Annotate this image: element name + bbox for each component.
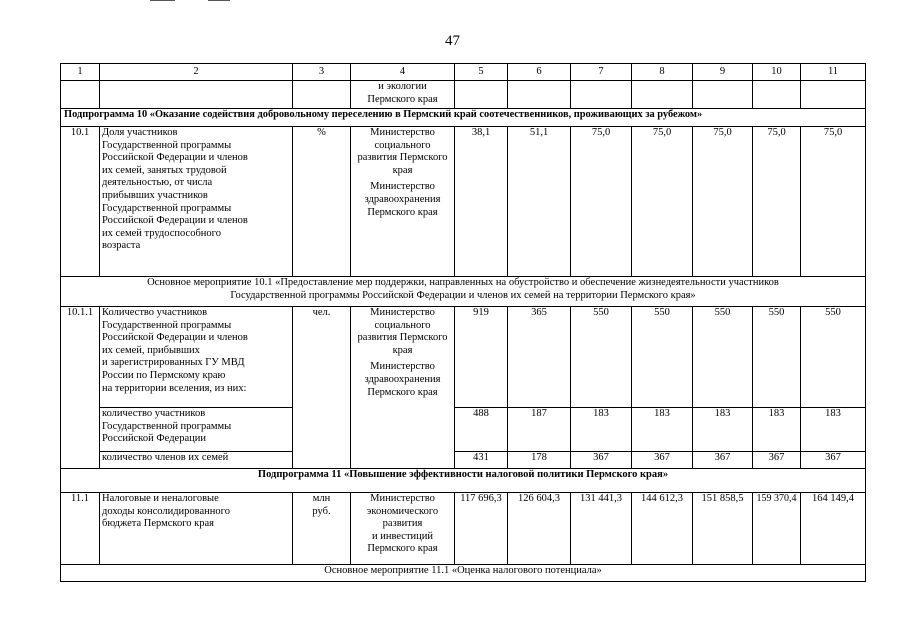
measure-11-1-text: Основное мероприятие 11.1 «Оценка налогового потенциала» bbox=[61, 565, 866, 582]
family-v10: 367 bbox=[753, 452, 801, 469]
row-10-1-1-v11: 550 bbox=[801, 307, 866, 408]
header-cell-5: 5 bbox=[455, 64, 508, 81]
cont-name bbox=[100, 81, 293, 109]
participants-v7: 183 bbox=[571, 408, 632, 452]
header-cell-4: 4 bbox=[351, 64, 455, 81]
row-11-1-responsible: Министерство экономического развития и инвестиций Пермского края bbox=[351, 493, 455, 565]
header-cell-8: 8 bbox=[632, 64, 693, 81]
row-10-1-v8: 75,0 bbox=[632, 127, 693, 277]
family-v9: 367 bbox=[693, 452, 753, 469]
measure-11-1-row bbox=[61, 565, 866, 582]
cont-unit bbox=[293, 81, 351, 109]
family-v8: 367 bbox=[632, 452, 693, 469]
participants-name: количество участников Государственной программы Российской Федерации bbox=[100, 408, 293, 452]
row-10-1-v10: 75,0 bbox=[753, 127, 801, 277]
header-cell-6: 6 bbox=[508, 64, 571, 81]
row-10-1-1-v8: 550 bbox=[632, 307, 693, 408]
row-10-1-1-num: 10.1.1 bbox=[61, 307, 100, 469]
participants-v11: 183 bbox=[801, 408, 866, 452]
cont-responsible bbox=[351, 81, 455, 109]
family-v7: 367 bbox=[571, 452, 632, 469]
row-10-1-1-v6: 365 bbox=[508, 307, 571, 408]
family-v6: 178 bbox=[508, 452, 571, 469]
row-11-1-v6: 126 604,3 bbox=[508, 493, 571, 565]
page-number: 47 bbox=[445, 33, 460, 49]
indicators-table bbox=[60, 63, 866, 582]
row-10-1-1 bbox=[61, 307, 866, 408]
row-10-1-responsible bbox=[351, 127, 455, 277]
row-11-1-v8: 144 612,3 bbox=[632, 493, 693, 565]
cont-v11 bbox=[801, 81, 866, 109]
measure-10-1-text: Основное мероприятие 10.1 «Предоставление мер поддержки, направленных на обустройство и обеспечение жизнедеятельности участников Государственной программы Российской Федерации и членов их семей на территории Пермского края» bbox=[61, 277, 866, 307]
row-10-1-1-v5: 919 bbox=[455, 307, 508, 408]
row-10-1-1-responsible-social: Министерство социального развития Пермского края bbox=[357, 307, 448, 356]
participants-v9: 183 bbox=[693, 408, 753, 452]
row-10-1-v6: 51,1 bbox=[508, 127, 571, 277]
row-10-1 bbox=[61, 127, 866, 277]
header-cell-1: 1 bbox=[61, 64, 100, 81]
participants-v10: 183 bbox=[753, 408, 801, 452]
row-11-1-unit: млн руб. bbox=[293, 493, 351, 565]
row-11-1-name: Налоговые и неналоговые доходы консолидированного бюджета Пермского края bbox=[100, 493, 293, 565]
header-row bbox=[61, 64, 866, 81]
cont-responsible-text: и экологии Пермского края bbox=[367, 81, 438, 105]
cont-v5 bbox=[455, 81, 508, 109]
row-10-1-1-v10: 550 bbox=[753, 307, 801, 408]
header-cell-9: 9 bbox=[693, 64, 753, 81]
row-10-1-v11: 75,0 bbox=[801, 127, 866, 277]
row-11-1-v11: 164 149,4 bbox=[801, 493, 866, 565]
participants-v6: 187 bbox=[508, 408, 571, 452]
row-10-1-1-responsible-health: Министерство здравоохранения Пермского края bbox=[364, 361, 441, 398]
row-10-1-v7: 75,0 bbox=[571, 127, 632, 277]
row-10-1-1-participants bbox=[61, 408, 866, 452]
participants-v8: 183 bbox=[632, 408, 693, 452]
row-11-1-v5: 117 696,3 bbox=[455, 493, 508, 565]
row-10-1-responsible-health: Министерство здравоохранения Пермского края bbox=[364, 181, 441, 218]
subprogram-11-row bbox=[61, 469, 866, 493]
family-v5: 431 bbox=[455, 452, 508, 469]
row-10-1-name: Доля участников Государственной программы Российской Федерации и членов их семей, занятых трудовой деятельностью, от числа прибывших участников Государственной программы Российской Федерации и членов их семей трудоспособного возраста bbox=[100, 127, 293, 277]
subprogram-11-title: Подпрограмма 11 «Повышение эффективности налоговой политики Пермского края» bbox=[61, 469, 866, 493]
cont-v6 bbox=[508, 81, 571, 109]
row-10-1-1-unit: чел. bbox=[293, 307, 351, 469]
cont-num bbox=[61, 81, 100, 109]
scan-top-line-right bbox=[208, 0, 230, 1]
row-11-1-num: 11.1 bbox=[61, 493, 100, 565]
row-10-1-1-name: Количество участников Государственной программы Российской Федерации и членов их семей, прибывших и зарегистрированных ГУ МВД России по Пермскому краю на территории вселения, из них: bbox=[100, 307, 293, 408]
row-10-1-unit: % bbox=[293, 127, 351, 277]
family-name: количество членов их семей bbox=[100, 452, 293, 469]
header-cell-3: 3 bbox=[293, 64, 351, 81]
row-10-1-1-family bbox=[61, 452, 866, 469]
family-v11: 367 bbox=[801, 452, 866, 469]
header-cell-11: 11 bbox=[801, 64, 866, 81]
row-10-1-responsible-social: Министерство социального развития Пермского края bbox=[357, 127, 448, 176]
row-11-1-v10: 159 370,4 bbox=[753, 493, 801, 565]
participants-v5: 488 bbox=[455, 408, 508, 452]
cont-v8 bbox=[632, 81, 693, 109]
measure-10-1-row bbox=[61, 277, 866, 307]
row-10-1-v9: 75,0 bbox=[693, 127, 753, 277]
header-cell-7: 7 bbox=[571, 64, 632, 81]
row-11-1 bbox=[61, 493, 866, 565]
header-cell-10: 10 bbox=[753, 64, 801, 81]
row-11-1-v9: 151 858,5 bbox=[693, 493, 753, 565]
continuation-row bbox=[61, 81, 866, 109]
cont-v9 bbox=[693, 81, 753, 109]
row-10-1-1-responsible bbox=[351, 307, 455, 469]
row-11-1-v7: 131 441,3 bbox=[571, 493, 632, 565]
row-10-1-1-v9: 550 bbox=[693, 307, 753, 408]
row-10-1-1-v7: 550 bbox=[571, 307, 632, 408]
scan-top-line-left bbox=[150, 0, 175, 1]
header-cell-2: 2 bbox=[100, 64, 293, 81]
subprogram-10-title: Подпрограмма 10 «Оказание содействия добровольному переселению в Пермский край соотечественников, проживающих за рубежом» bbox=[61, 109, 866, 127]
row-10-1-num: 10.1 bbox=[61, 127, 100, 277]
subprogram-10-row bbox=[61, 109, 866, 127]
cont-v10 bbox=[753, 81, 801, 109]
cont-v7 bbox=[571, 81, 632, 109]
row-10-1-v5: 38,1 bbox=[455, 127, 508, 277]
